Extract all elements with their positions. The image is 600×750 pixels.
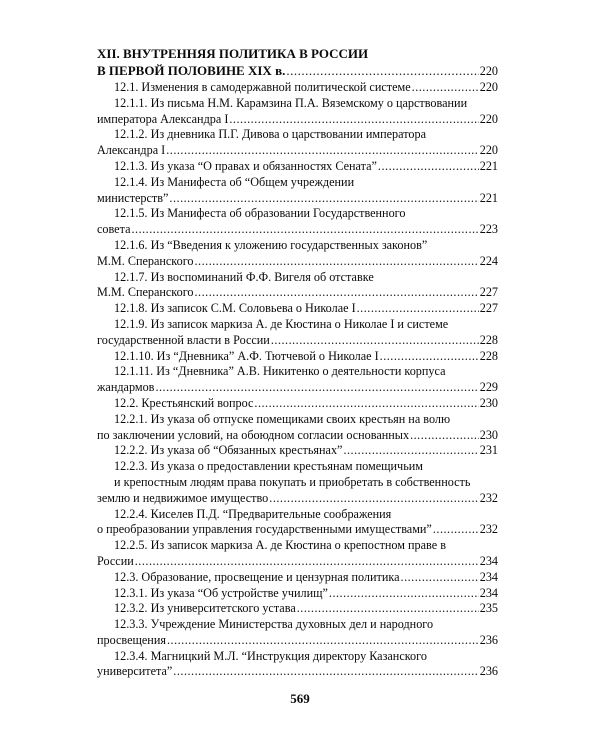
dot-leader xyxy=(297,601,479,617)
entry-page-number: 220 xyxy=(479,143,498,158)
toc-entry xyxy=(97,175,498,207)
toc-entry xyxy=(97,96,498,128)
dot-leader xyxy=(401,570,479,586)
entry-last-line xyxy=(97,570,498,586)
entry-page-number: 229 xyxy=(479,380,498,395)
toc-entry xyxy=(97,538,498,570)
entry-text-line: и крепостным людям права покупать и приобретать в собственность xyxy=(114,474,471,489)
entry-page-number: 221 xyxy=(479,190,498,205)
entry-text: по заключении условий, на обоюдном согласии основанных xyxy=(97,427,410,442)
entry-last-line xyxy=(97,191,498,207)
entry-page-number: 231 xyxy=(479,443,498,458)
entry-last-line xyxy=(97,112,498,128)
section-heading xyxy=(97,45,498,80)
dot-leader xyxy=(271,333,479,349)
dot-leader xyxy=(254,396,478,412)
entry-text-line: 12.1.11. Из “Дневника” А.В. Никитенко о деятельности корпуса xyxy=(114,364,446,379)
entry-text: 12.1.3. Из указа “О правах и обязанностях Сената” xyxy=(114,158,377,173)
dot-leader xyxy=(167,633,479,649)
entry-page-number: 234 xyxy=(479,553,498,568)
entry-text: 12.2. Крестьянский вопрос xyxy=(114,395,254,410)
entry-last-line xyxy=(97,586,498,602)
toc-entry xyxy=(97,127,498,159)
entry-text: 12.2.2. Из указа об “Обязанных крестьянах” xyxy=(114,443,343,458)
entry-text-line: 12.1.5. Из Манифеста об образовании Государственного xyxy=(114,206,406,221)
entry-text-line: 12.1.4. Из Манифеста об “Общем учреждении xyxy=(114,174,355,189)
entry-last-line xyxy=(97,601,498,617)
entry-text: М.М. Сперанского xyxy=(97,285,194,300)
entry-last-line xyxy=(97,428,498,444)
section-title-line1: XII. ВНУТРЕННЯЯ ПОЛИТИКА В РОССИИ xyxy=(97,46,369,61)
dot-leader xyxy=(286,62,478,79)
entry-last-line xyxy=(97,159,498,175)
entry-last-line xyxy=(97,380,498,396)
table-of-contents xyxy=(97,45,498,680)
entry-page-number: 227 xyxy=(479,285,498,300)
toc-entry xyxy=(97,238,498,270)
toc-entry xyxy=(97,206,498,238)
entry-page-number: 228 xyxy=(479,348,498,363)
entry-text-line: 12.2.4. Киселев П.Д. “Предварительные соображения xyxy=(114,506,392,521)
entry-text-line: 12.1.1. Из письма Н.М. Карамзина П.А. Вяземскому о царствовании xyxy=(114,95,468,110)
entry-text: о преобразовании управления государственными имуществами” xyxy=(97,522,432,537)
entry-last-line xyxy=(97,301,498,317)
entry-last-line xyxy=(97,349,498,365)
dot-leader xyxy=(195,254,479,270)
toc-entry xyxy=(97,443,498,459)
entry-text: университета” xyxy=(97,664,173,679)
dot-leader xyxy=(380,349,479,365)
entry-page-number: 228 xyxy=(479,332,498,347)
toc-entry xyxy=(97,412,498,444)
entry-text: государственной власти в России xyxy=(97,332,270,347)
toc-entry xyxy=(97,396,498,412)
entry-last-line xyxy=(97,222,498,238)
entry-page-number: 232 xyxy=(479,490,498,505)
entry-last-line xyxy=(97,143,498,159)
entry-page-number: 234 xyxy=(479,585,498,600)
page-number: 569 xyxy=(290,691,310,706)
entry-last-line xyxy=(97,333,498,349)
dot-leader xyxy=(135,554,479,570)
entry-text: М.М. Сперанского xyxy=(97,253,194,268)
dot-leader xyxy=(131,222,478,238)
entry-page-number: 230 xyxy=(479,395,498,410)
entry-last-line xyxy=(97,254,498,270)
entry-text: жандармов xyxy=(97,380,155,395)
entry-text: просвещения xyxy=(97,632,166,647)
entry-text-line: 12.1.6. Из “Введения к уложению государственных законов” xyxy=(114,237,428,252)
entry-text-line: 12.2.1. Из указа об отпуске помещиками своих крестьян на волю xyxy=(114,411,451,426)
toc-entry xyxy=(97,507,498,539)
entry-page-number: 235 xyxy=(479,601,498,616)
entry-page-number: 236 xyxy=(479,664,498,679)
entry-text-line: 12.1.7. Из воспоминаний Ф.Ф. Вигеля об отставке xyxy=(114,269,374,284)
entry-page-number: 223 xyxy=(479,222,498,237)
entry-text-line: 12.2.3. Из указа о предоставлении крестьянам помещичьим xyxy=(114,459,423,474)
entry-text: совета xyxy=(97,222,131,237)
dot-leader xyxy=(173,664,478,680)
toc-entry xyxy=(97,570,498,586)
dot-leader xyxy=(229,112,478,128)
entry-text: 12.3.1. Из указа “Об устройстве училищ” xyxy=(114,585,328,600)
entry-text-line: 12.3.3. Учреждение Министерства духовных дел и народного xyxy=(114,617,434,632)
entry-text: 12.3.2. Из университетского устава xyxy=(114,601,296,616)
entry-text: императора Александра I xyxy=(97,111,229,126)
dot-leader xyxy=(343,443,478,459)
toc-entry xyxy=(97,459,498,506)
entry-last-line xyxy=(97,285,498,301)
entry-page-number: 236 xyxy=(479,632,498,647)
toc-entry xyxy=(97,649,498,681)
entry-last-line xyxy=(97,80,498,96)
entry-text-line: 12.1.9. Из записок маркиза А. де Кюстина о Николае I и системе xyxy=(114,316,449,331)
entry-text-line: 12.3.4. Магницкий М.Л. “Инструкция директору Казанского xyxy=(114,648,427,663)
entry-text: 12.1. Изменения в самодержавной политической системе xyxy=(114,80,411,94)
entry-page-number: 220 xyxy=(479,111,498,126)
dot-leader xyxy=(269,491,478,507)
toc-entry xyxy=(97,601,498,617)
entry-last-line xyxy=(97,491,498,507)
entry-last-line xyxy=(97,522,498,538)
entry-text: землю и недвижимое имущество xyxy=(97,490,269,505)
entry-text: 12.3. Образование, просвещение и цензурная политика xyxy=(114,569,400,584)
dot-leader xyxy=(357,301,479,317)
dot-leader xyxy=(155,380,478,396)
entry-text-line: 12.2.5. Из записок маркиза А. де Кюстина о крепостном праве в xyxy=(114,538,446,553)
entry-last-line xyxy=(97,443,498,459)
dot-leader xyxy=(410,428,479,444)
section-page-number: 220 xyxy=(479,64,498,78)
entry-page-number: 220 xyxy=(479,80,498,94)
entry-last-line xyxy=(97,633,498,649)
toc-entry xyxy=(97,586,498,602)
toc-entry xyxy=(97,270,498,302)
dot-leader xyxy=(166,143,479,159)
dot-leader xyxy=(195,285,479,301)
entry-page-number: 232 xyxy=(479,522,498,537)
entry-text: России xyxy=(97,553,134,568)
toc-entry xyxy=(97,301,498,317)
entry-text: 12.1.8. Из записок С.М. Соловьева о Николае I xyxy=(114,301,356,316)
entry-text-line: 12.1.2. Из дневника П.Г. Дивова о царствовании императора xyxy=(114,127,427,142)
entry-page-number: 234 xyxy=(479,569,498,584)
entry-last-line xyxy=(97,554,498,570)
toc-entries xyxy=(97,80,498,680)
toc-entry xyxy=(97,349,498,365)
entry-text: Александра I xyxy=(97,143,166,158)
toc-entry xyxy=(97,317,498,349)
entry-text: министерств” xyxy=(97,190,169,205)
entry-last-line xyxy=(97,664,498,680)
dot-leader xyxy=(412,80,479,96)
toc-entry xyxy=(97,364,498,396)
dot-leader xyxy=(329,586,479,602)
entry-page-number: 227 xyxy=(479,301,498,316)
dot-leader xyxy=(378,159,479,175)
section-title-line2: В ПЕРВОЙ ПОЛОВИНЕ XIX в. ..... 220 xyxy=(97,62,498,80)
entry-page-number: 221 xyxy=(479,158,498,173)
entry-page-number: 224 xyxy=(479,253,498,268)
dot-leader xyxy=(433,522,479,538)
toc-entry xyxy=(97,159,498,175)
dot-leader xyxy=(169,191,478,207)
entry-page-number: 230 xyxy=(479,427,498,442)
toc-entry xyxy=(97,617,498,649)
entry-text: 12.1.10. Из “Дневника” А.Ф. Тютчевой о Николае I xyxy=(114,348,379,363)
toc-entry xyxy=(97,80,498,96)
entry-last-line xyxy=(97,396,498,412)
